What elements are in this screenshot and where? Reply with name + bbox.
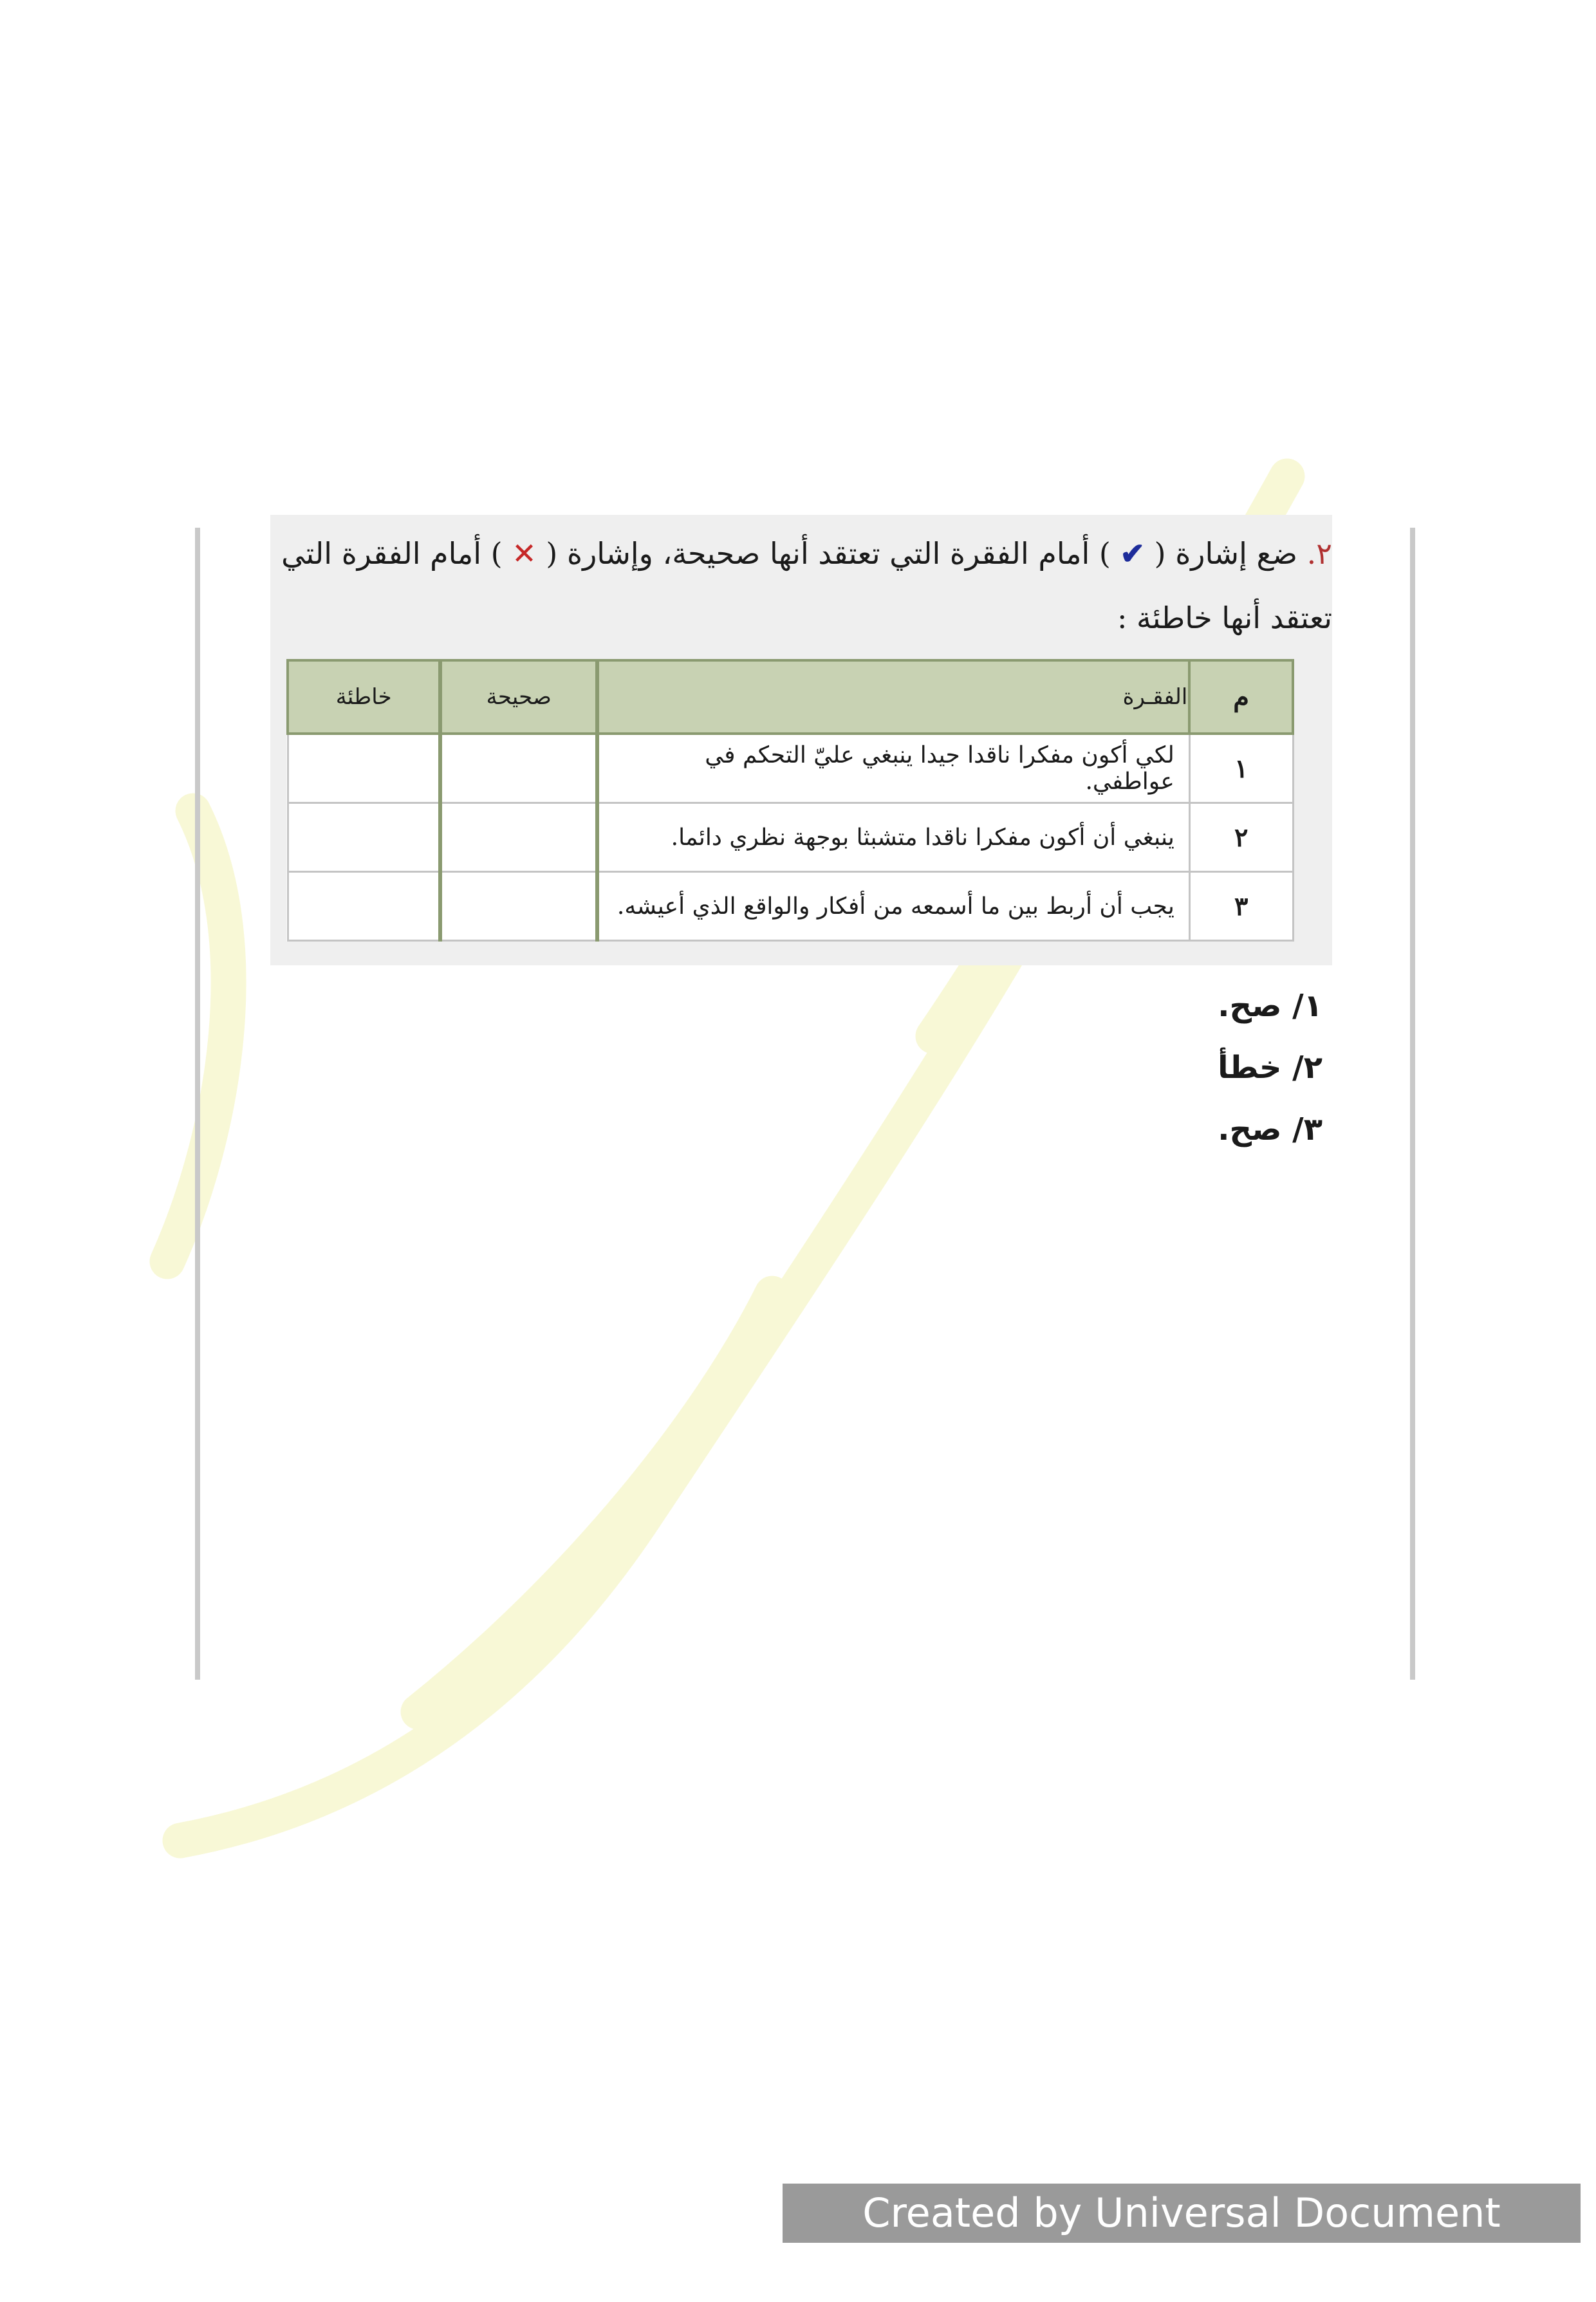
row-true-cell[interactable]	[440, 872, 597, 941]
row-paragraph: يجب أن أربط بين ما أسمعه من أفكار والواقع الذي أعيشه.	[597, 872, 1189, 941]
question-number: ٢.	[1306, 536, 1332, 571]
x-mark-icon: ✕	[512, 536, 537, 571]
instruction-text-1: ضع إشارة (	[1154, 536, 1298, 571]
row-number: ٢	[1189, 803, 1293, 872]
question-instruction	[264, 521, 1332, 650]
header-paragraph: الفقـرة	[597, 660, 1189, 734]
answer-item: ١/ صح.	[1218, 988, 1322, 1024]
table-header-row	[288, 660, 1293, 734]
converter-banner: Created by Universal Document Converter	[783, 2184, 1581, 2243]
row-paragraph: ينبغي أن أكون مفكرا ناقدا متشبثا بوجهة نظري دائما.	[597, 803, 1189, 872]
instruction-text-2: ) أمام الفقرة التي تعتقد أنها صحيحة، وإشارة (	[546, 536, 1111, 571]
header-number: م	[1189, 660, 1293, 734]
table-row	[288, 734, 1293, 803]
instruction-text-3: ) أمام الفقرة التي تعتقد أنها خاطئة :	[281, 536, 1332, 635]
true-false-table	[286, 659, 1294, 942]
answer-list	[936, 975, 1322, 1160]
answer-item: ٣/ صح.	[1218, 1111, 1322, 1147]
row-true-cell[interactable]	[440, 734, 597, 803]
table-row	[288, 872, 1293, 941]
row-true-cell[interactable]	[440, 803, 597, 872]
header-true: صحيحة	[440, 660, 597, 734]
row-number: ١	[1189, 734, 1293, 803]
table-row	[288, 803, 1293, 872]
check-mark-icon: ✔	[1120, 536, 1146, 571]
row-number: ٣	[1189, 872, 1293, 941]
answer-item: ٢/ خطأ	[1218, 1050, 1322, 1086]
row-false-cell[interactable]	[288, 803, 440, 872]
header-false: خاطئة	[288, 660, 440, 734]
row-false-cell[interactable]	[288, 872, 440, 941]
row-false-cell[interactable]	[288, 734, 440, 803]
row-paragraph: لكي أكون مفكرا ناقدا جيدا ينبغي عليّ التحكم في عواطفي.	[597, 734, 1189, 803]
